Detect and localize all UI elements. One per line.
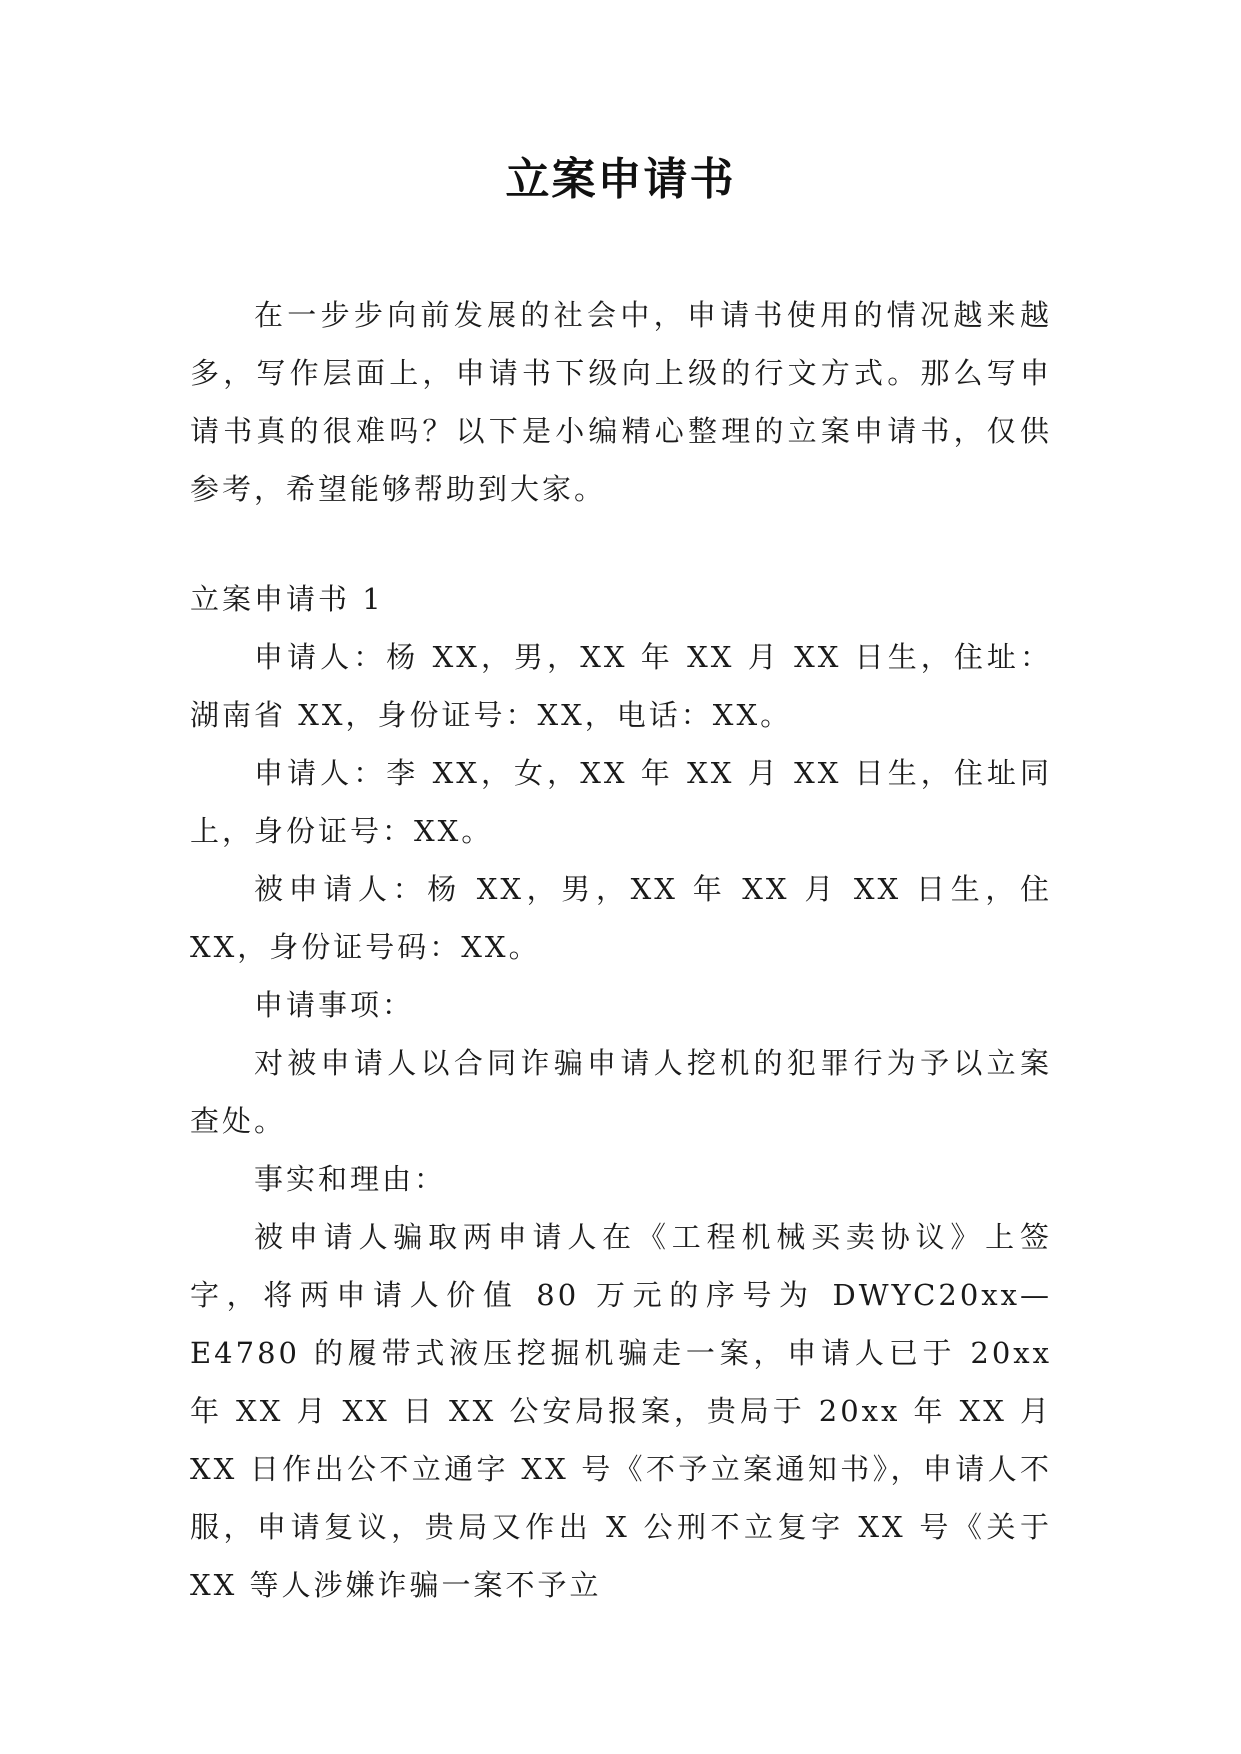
request-paragraph: 对被申请人以合同诈骗申请人挖机的犯罪行为予以立案查处。: [190, 1046, 1052, 1138]
section-heading: 立案申请书 1: [190, 582, 384, 616]
document-body: [190, 286, 1052, 1614]
applicant-1-paragraph: 申请人：杨 XX，男，XX 年 XX 月 XX 日生，住址：湖南省 XX，身份证号：XX，电话：XX。: [190, 640, 1052, 732]
facts-paragraph: 被申请人骗取两申请人在《工程机械买卖协议》上签字，将两申请人价值 80 万元的序号为 DWYC20xx—E4780 的履带式液压挖掘机骗走一案，申请人已于 20xx 年 XX 月 XX 日 XX 公安局报案，贵局于 20xx 年 XX 月 XX 日作出公不立通字 XX 号《不予立案通知书》，申请人不服，申请复议，贵局又作出 X 公刑不立复字 XX 号《关于 XX 等人涉嫌诈骗一案不予立: [190, 1220, 1052, 1602]
request-heading: 申请事项：: [254, 988, 415, 1022]
facts-heading: 事实和理由：: [254, 1162, 447, 1196]
respondent-paragraph: 被申请人：杨 XX，男，XX 年 XX 月 XX 日生，住 XX，身份证号码：XX。: [190, 872, 1052, 964]
document-title: 立案申请书: [505, 154, 736, 205]
applicant-2-paragraph: 申请人：李 XX，女，XX 年 XX 月 XX 日生，住址同上，身份证号：XX。: [190, 756, 1052, 848]
intro-paragraph: 在一步步向前发展的社会中，申请书使用的情况越来越多，写作层面上，申请书下级向上级的行文方式。那么写申请书真的很难吗？以下是小编精心整理的立案申请书，仅供参考，希望能够帮助到大家。: [190, 298, 1052, 506]
